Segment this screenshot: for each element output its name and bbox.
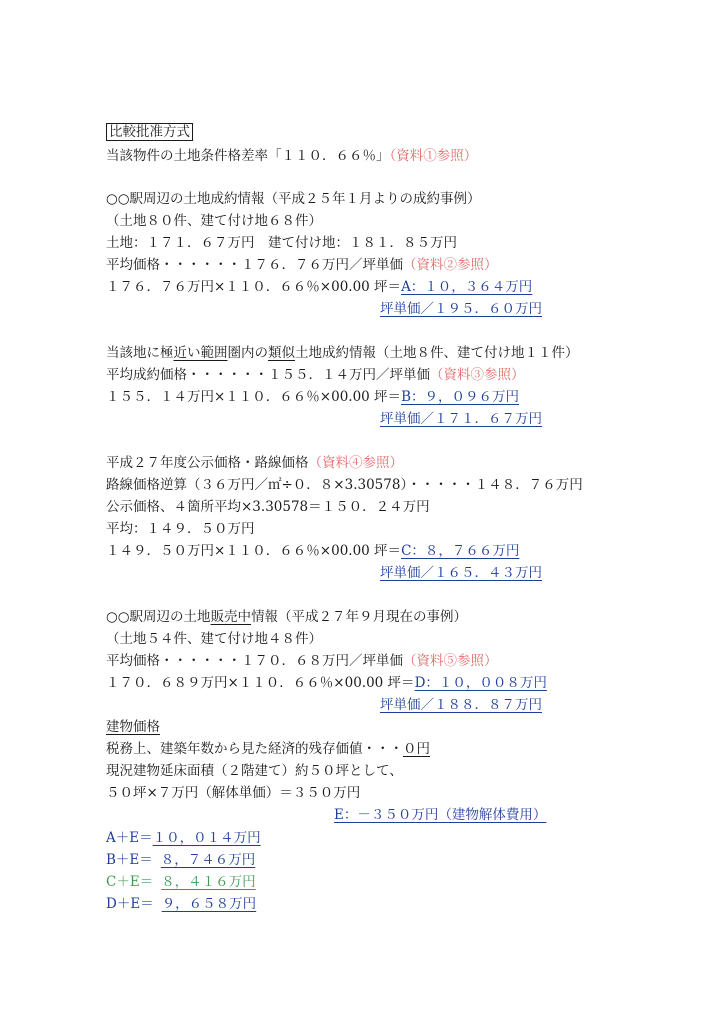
s2-avg: 平均成約価格・・・・・・１５５．１４万円／坪単価（資料③参照）: [106, 367, 525, 383]
building-title: 建物価格: [106, 719, 160, 735]
total-de: D＋E＝ ９，６５８万円: [106, 896, 257, 912]
s1-land: 土地：１７１．６７万円 建て付け地：１８１．８５万円: [106, 235, 457, 251]
s1-avg: 平均価格・・・・・・１７６．７６万円／坪単価（資料②参照）: [106, 257, 498, 273]
s2-title: 当該地に極近い範囲圏内の類似土地成約情報（土地８件、建て付け地１１件）: [106, 345, 579, 361]
s1-calc: １７６．７６万円×１１０．６６％×00.00 坪＝A：１０，３６４万円: [106, 279, 533, 295]
s3-inverse: 路線価格逆算（３６万円／㎡÷０．８×3.30578）・・・・・１４８．７６万円: [106, 477, 583, 493]
building-area: 現況建物延床面積（２階建て）約５０坪として、: [106, 763, 403, 779]
total-ce: C＋E＝ ８，４１６万円: [106, 874, 256, 890]
s3-result: C：８，７６６万円: [401, 543, 520, 559]
s1-unit: 坪単価／１９５．６０万円: [380, 301, 542, 317]
s2-unit: 坪単価／１７１．６７万円: [380, 411, 542, 427]
s3-avg: 平均：１４９．５０万円: [106, 521, 255, 537]
s3-ref: （資料④参照）: [308, 455, 403, 471]
s4-count: （土地５４件、建て付け地４８件）: [106, 631, 322, 647]
method-title: 比較批准方式: [106, 122, 193, 142]
s2-calc: １５５．１４万円×１１０．６６％×00.00 坪＝B：９，０９６万円: [106, 389, 519, 405]
s3-calc: １４９．５０万円×１１０．６６％×00.00 坪＝C：８，７６６万円: [106, 543, 520, 559]
s4-avg-ref: （資料⑤参照）: [403, 653, 498, 669]
total-be: B＋E＝ ８，７４６万円: [106, 852, 256, 868]
building-result: E：－３５０万円（建物解体費用）: [334, 807, 547, 823]
s1-avg-ref: （資料②参照）: [403, 257, 498, 273]
s4-unit: 坪単価／１８８．８７万円: [380, 697, 542, 713]
s3-public: 公示価格、４箇所平均×3.30578＝１５０．２４万円: [106, 499, 430, 515]
building-residual: 税務上、建築年数から見た経済的残存価値・・・０円: [106, 741, 430, 757]
s4-result: D：１０，００８万円: [414, 675, 547, 691]
s4-avg: 平均価格・・・・・・１７０．６８万円／坪単価（資料⑤参照）: [106, 653, 498, 669]
total-ae: A＋E＝１０，０１４万円: [106, 830, 261, 846]
s2-avg-ref: （資料③参照）: [430, 367, 525, 383]
s1-title: ○○駅周辺の土地成約情報（平成２５年１月よりの成約事例）: [106, 191, 481, 207]
s4-calc: １７０．６８９万円×１１０．６６％×00.00 坪＝D：１０，００８万円: [106, 675, 547, 691]
building-calc: ５０坪×７万円（解体単価）＝３５０万円: [106, 785, 361, 801]
s3-title: 平成２７年度公示価格・路線価格（資料④参照）: [106, 455, 403, 471]
s4-title: ○○駅周辺の土地販売中情報（平成２７年９月現在の事例）: [106, 609, 468, 625]
s1-count: （土地８０件、建て付け地６８件）: [106, 213, 322, 229]
diff-rate-ref: （資料①参照）: [389, 148, 478, 164]
s2-result: B：９，０９６万円: [401, 389, 519, 405]
s3-unit: 坪単価／１６５．４３万円: [380, 565, 542, 581]
s1-result: A：１０，３６４万円: [401, 279, 533, 295]
diff-rate-line: 当該物件の土地条件格差率「１１０．６６％」（資料①参照）: [106, 148, 478, 164]
